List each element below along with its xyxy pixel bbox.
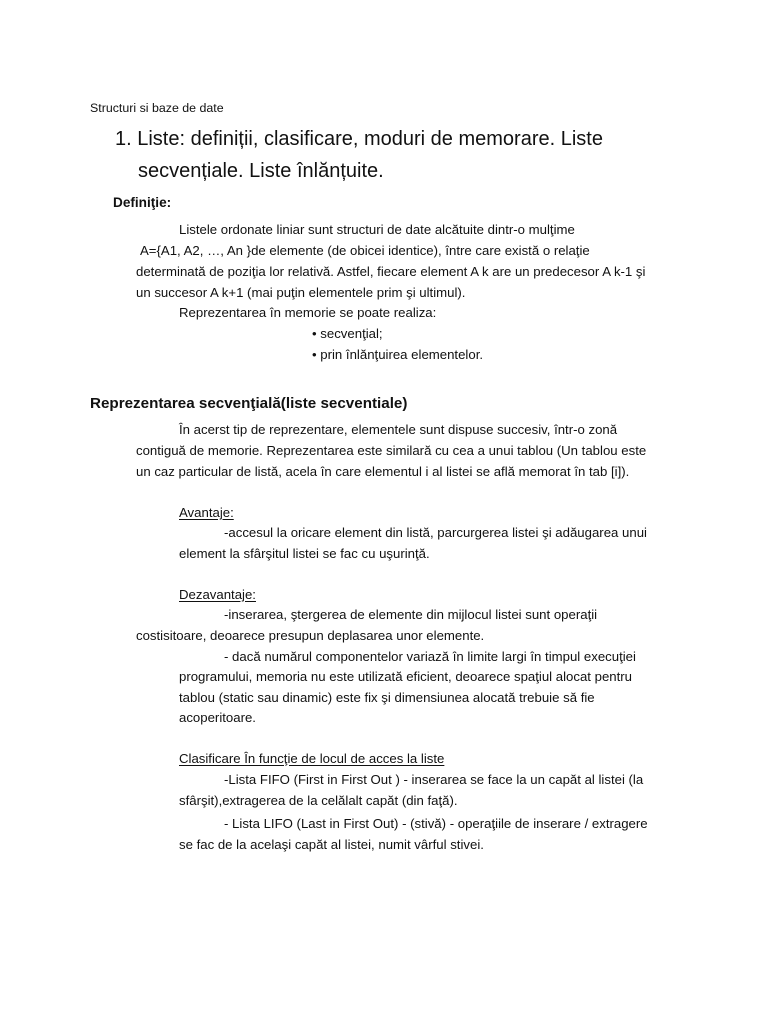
avantaje-heading: Avantaje: — [179, 505, 234, 520]
definitie-paragraph-2: Reprezentarea în memorie se poate realiza: — [179, 305, 437, 320]
definitie-bullet-2: • prin înlănţuirea elementelor. — [312, 347, 484, 362]
definitie-paragraph-line-3: determinată de poziţia lor relativă. Astfel, fiecare element A k are un predecesor A k-1 şi — [136, 264, 646, 279]
lifo-line-1: - Lista LIFO (Last in First Out) - (stivă) - operaţiile de inserare / extragere — [224, 816, 648, 831]
clasificare-heading: Clasificare În funcţie de locul de acces la liste — [179, 751, 445, 766]
dezavantaje-heading: Dezavantaje: — [179, 587, 256, 602]
avantaje-line-2: element la sfârşitul listei se fac cu uşurinţă. — [179, 546, 430, 561]
secventiala-paragraph-line-1: În acerst tip de reprezentare, elementele sunt dispuse succesiv, într-o zonă — [179, 422, 618, 437]
definitie-paragraph-line-4: un succesor A k+1 (mai puţin elementele prim şi ultimul). — [136, 285, 466, 300]
secventiala-heading: Reprezentarea secvenţială(liste secventiale) — [90, 395, 408, 412]
dezavantaje-line-3: - dacă numărul componentelor variază în limite largi în timpul execuţiei — [224, 649, 636, 664]
secventiala-paragraph-line-3: un caz particular de listă, acela în care elementul i al listei se află memorat în tab [i]). — [136, 464, 630, 479]
secventiala-paragraph-line-2: contiguă de memorie. Reprezentarea este similară cu cea a unui tablou (Un tablou este — [136, 443, 647, 458]
dezavantaje-line-6: acoperitoare. — [179, 710, 256, 725]
definitie-bullet-1: • secvenţial; — [312, 326, 383, 341]
document-header: Structuri si baze de date — [90, 101, 224, 115]
lifo-line-2: se fac de la acelaşi capăt al listei, numit vârful stivei. — [179, 837, 484, 852]
avantaje-line-1: -accesul la oricare element din listă, parcurgerea listei şi adăugarea unui — [224, 525, 647, 540]
page-title-line-2: secvențiale. Liste înlănțuite. — [138, 160, 384, 182]
definitie-heading: Definiţie: — [113, 195, 172, 210]
definitie-paragraph-line-2: A={A1, A2, …, An }de elemente (de obicei identice), între care există o relaţie — [140, 243, 590, 258]
definitie-paragraph-line-1: Listele ordonate liniar sunt structuri de date alcătuite dintr-o mulţime — [179, 222, 575, 237]
dezavantaje-line-4: programului, memoria nu este utilizată eficient, deoarece spaţiul alocat pentru — [179, 669, 633, 684]
fifo-line-2: sfârşit),extragerea de la celălalt capăt (din faţă). — [179, 793, 458, 808]
dezavantaje-line-1: -inserarea, ştergerea de elemente din mijlocul listei sunt operaţii — [224, 607, 598, 622]
dezavantaje-line-2: costisitoare, deoarece presupun deplasarea unor elemente. — [136, 628, 485, 643]
dezavantaje-line-5: tablou (static sau dinamic) este fix şi dimensiunea alocată trebuie să fie — [179, 690, 595, 705]
fifo-line-1: -Lista FIFO (First in First Out ) - inserarea se face la un capăt al listei (la — [224, 772, 644, 787]
page-title-line-1: 1. Liste: definiții, clasificare, moduri de memorare. Liste — [115, 128, 603, 150]
